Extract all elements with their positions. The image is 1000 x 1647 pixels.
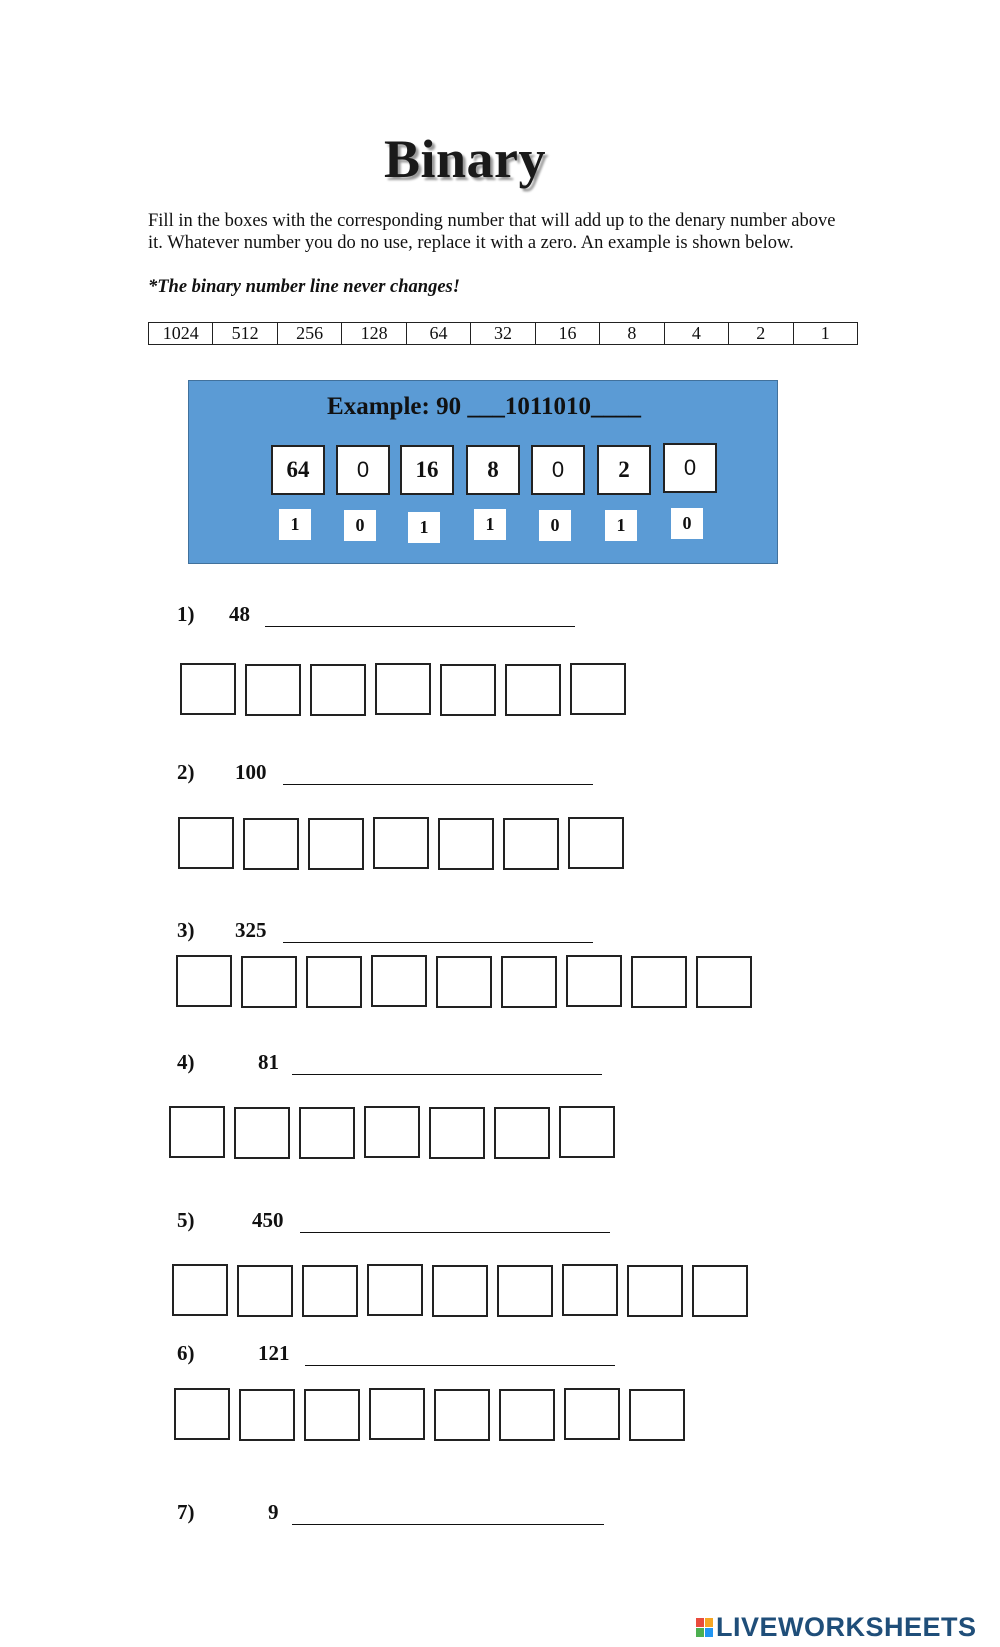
answer-box[interactable] bbox=[629, 1389, 685, 1441]
place-value-cell: 128 bbox=[342, 323, 406, 345]
answer-box[interactable] bbox=[239, 1389, 295, 1441]
example-bit-box: 1 bbox=[474, 509, 506, 540]
answer-box[interactable] bbox=[176, 955, 232, 1007]
answer-box[interactable] bbox=[494, 1107, 550, 1159]
answer-box[interactable] bbox=[245, 664, 301, 716]
answer-box[interactable] bbox=[243, 818, 299, 870]
question-number: 7) bbox=[177, 1500, 195, 1524]
question-number: 3) bbox=[177, 918, 195, 942]
answer-box[interactable] bbox=[299, 1107, 355, 1159]
logo-text: LIVEWORKSHEETS bbox=[716, 1612, 977, 1642]
example-bit-box: 0 bbox=[671, 508, 703, 539]
answer-box[interactable] bbox=[499, 1389, 555, 1441]
answer-box[interactable] bbox=[566, 955, 622, 1007]
answer-box[interactable] bbox=[432, 1265, 488, 1317]
answer-box[interactable] bbox=[237, 1265, 293, 1317]
answer-line[interactable] bbox=[305, 1365, 615, 1366]
place-value-cell: 64 bbox=[406, 323, 470, 345]
answer-box[interactable] bbox=[434, 1389, 490, 1441]
answer-box[interactable] bbox=[692, 1265, 748, 1317]
question-number: 6) bbox=[177, 1341, 195, 1365]
binary-note: *The binary number line never changes! bbox=[148, 277, 460, 297]
liveworksheets-logo bbox=[696, 1612, 977, 1643]
question-denary: 450 bbox=[252, 1208, 284, 1232]
place-value-cell: 512 bbox=[213, 323, 277, 345]
place-value-cell: 8 bbox=[600, 323, 664, 345]
example-value-box: 0 bbox=[336, 445, 390, 495]
example-value-box: 0 bbox=[531, 445, 585, 495]
logo-mark-icon bbox=[696, 1618, 713, 1637]
answer-box[interactable] bbox=[371, 955, 427, 1007]
answer-box[interactable] bbox=[180, 663, 236, 715]
answer-box[interactable] bbox=[373, 817, 429, 869]
example-bit-box: 1 bbox=[605, 510, 637, 541]
answer-box[interactable] bbox=[367, 1264, 423, 1316]
example-panel bbox=[188, 380, 778, 564]
answer-line[interactable] bbox=[292, 1524, 604, 1525]
question-denary: 9 bbox=[268, 1500, 279, 1524]
place-value-cell: 1 bbox=[793, 323, 857, 345]
example-value-box: 0 bbox=[663, 443, 717, 493]
answer-box[interactable] bbox=[369, 1388, 425, 1440]
answer-box[interactable] bbox=[306, 956, 362, 1008]
answer-line[interactable] bbox=[292, 1074, 602, 1075]
answer-box[interactable] bbox=[375, 663, 431, 715]
answer-box[interactable] bbox=[440, 664, 496, 716]
answer-box[interactable] bbox=[562, 1264, 618, 1316]
place-value-cell: 4 bbox=[664, 323, 728, 345]
example-bit-box: 0 bbox=[344, 510, 376, 541]
place-value-cell: 2 bbox=[729, 323, 793, 345]
answer-box[interactable] bbox=[234, 1107, 290, 1159]
answer-box[interactable] bbox=[308, 818, 364, 870]
place-value-table bbox=[148, 322, 858, 345]
answer-box[interactable] bbox=[501, 956, 557, 1008]
answer-line[interactable] bbox=[265, 626, 575, 627]
question-denary: 81 bbox=[258, 1050, 279, 1074]
answer-box[interactable] bbox=[564, 1388, 620, 1440]
answer-box[interactable] bbox=[174, 1388, 230, 1440]
question-denary: 121 bbox=[258, 1341, 290, 1365]
place-value-cell: 256 bbox=[277, 323, 341, 345]
answer-box[interactable] bbox=[505, 664, 561, 716]
answer-box[interactable] bbox=[172, 1264, 228, 1316]
answer-box[interactable] bbox=[178, 817, 234, 869]
question-number: 4) bbox=[177, 1050, 195, 1074]
place-value-cell: 32 bbox=[471, 323, 535, 345]
answer-box[interactable] bbox=[568, 817, 624, 869]
place-value-cell: 16 bbox=[535, 323, 599, 345]
example-bit-box: 1 bbox=[408, 512, 440, 543]
answer-box[interactable] bbox=[627, 1265, 683, 1317]
answer-box[interactable] bbox=[438, 818, 494, 870]
question-denary: 48 bbox=[229, 602, 250, 626]
example-value-box: 64 bbox=[271, 445, 325, 495]
answer-box[interactable] bbox=[241, 956, 297, 1008]
answer-line[interactable] bbox=[283, 942, 593, 943]
place-value-row bbox=[149, 323, 858, 345]
question-denary: 100 bbox=[235, 760, 267, 784]
question-denary: 325 bbox=[235, 918, 267, 942]
question-number: 2) bbox=[177, 760, 195, 784]
example-value-box: 16 bbox=[400, 445, 454, 495]
answer-box[interactable] bbox=[631, 956, 687, 1008]
answer-box[interactable] bbox=[310, 664, 366, 716]
answer-box[interactable] bbox=[304, 1389, 360, 1441]
example-label: Example: 90 ___1011010____ bbox=[327, 393, 641, 420]
answer-line[interactable] bbox=[283, 784, 593, 785]
answer-box[interactable] bbox=[696, 956, 752, 1008]
answer-line[interactable] bbox=[300, 1232, 610, 1233]
instructions-text: Fill in the boxes with the corresponding number that will add up to the denary number above it. Whatever number you do no use, replace it with a zero. An example is shown below. bbox=[148, 211, 836, 253]
answer-box[interactable] bbox=[497, 1265, 553, 1317]
answer-box[interactable] bbox=[364, 1106, 420, 1158]
answer-box[interactable] bbox=[503, 818, 559, 870]
answer-box[interactable] bbox=[302, 1265, 358, 1317]
answer-box[interactable] bbox=[429, 1107, 485, 1159]
example-value-box: 2 bbox=[597, 445, 651, 495]
example-bit-box: 1 bbox=[279, 509, 311, 540]
page-title: Binary bbox=[383, 129, 547, 189]
place-value-cell: 1024 bbox=[149, 323, 213, 345]
answer-box[interactable] bbox=[559, 1106, 615, 1158]
answer-box[interactable] bbox=[169, 1106, 225, 1158]
answer-box[interactable] bbox=[570, 663, 626, 715]
question-number: 1) bbox=[177, 602, 195, 626]
example-bit-box: 0 bbox=[539, 510, 571, 541]
answer-box[interactable] bbox=[436, 956, 492, 1008]
question-number: 5) bbox=[177, 1208, 195, 1232]
example-value-box: 8 bbox=[466, 445, 520, 495]
